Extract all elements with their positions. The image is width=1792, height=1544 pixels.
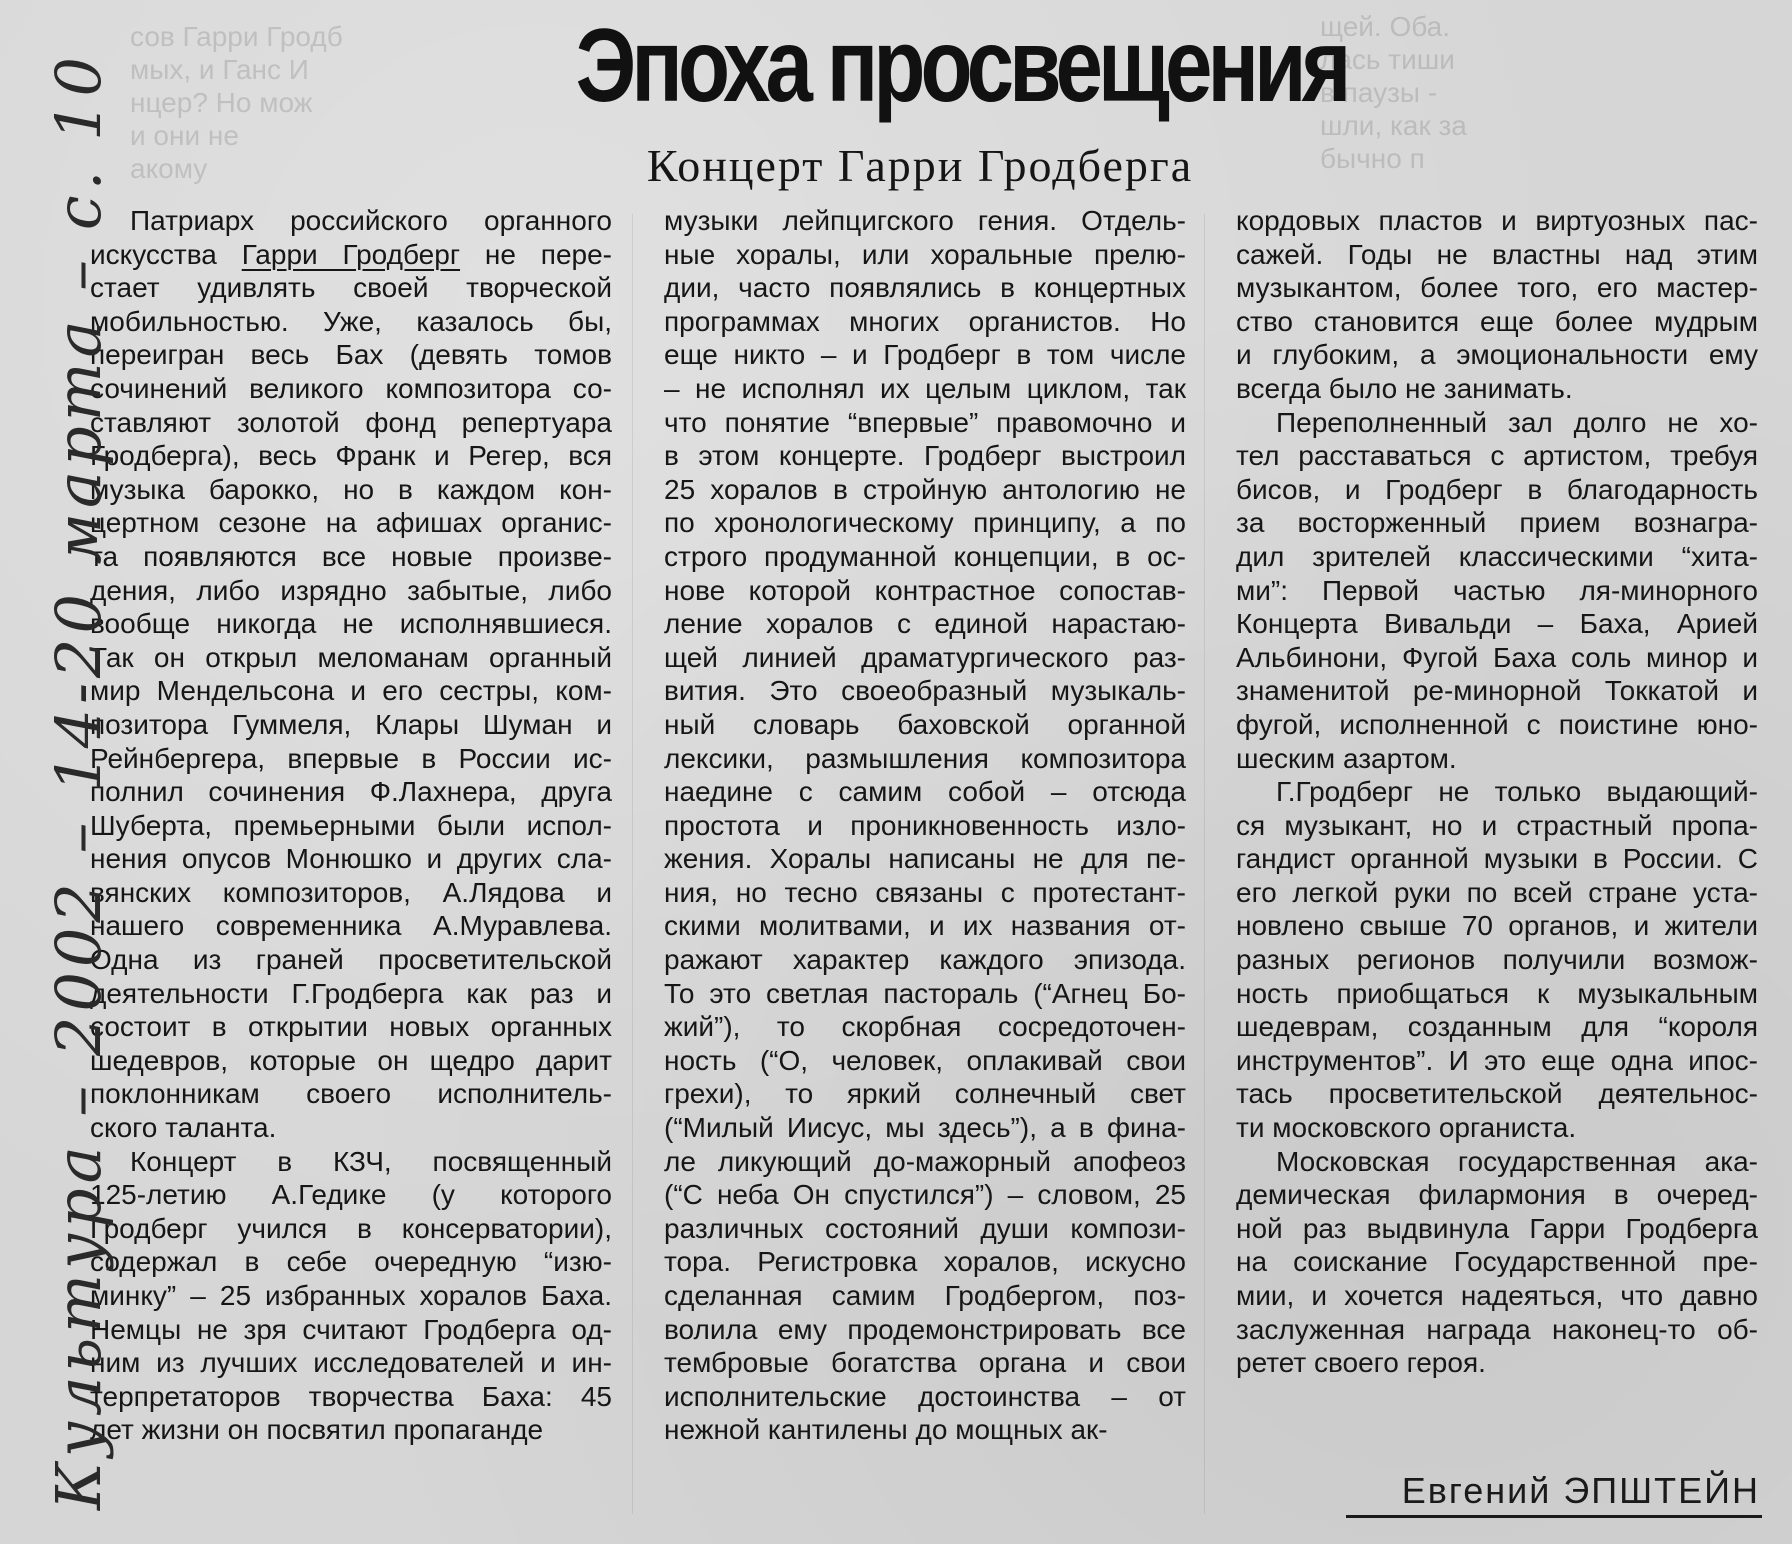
text-line xyxy=(1236,406,1758,440)
handwritten-source-note: Культура – 2002 – 14-20 марта – с. 10 xyxy=(42,52,115,1510)
text-line xyxy=(664,775,1186,809)
text-line xyxy=(664,909,1186,943)
text-segment: его легкой руки по всей стране уста- xyxy=(1236,876,1758,908)
text-segment: демическая филармония в очеред- xyxy=(1236,1179,1758,1211)
article-paragraph xyxy=(90,204,612,1447)
text-line xyxy=(1236,977,1758,1011)
text-line xyxy=(664,506,1186,540)
text-segment: лет жизни он посвятил пропаганде xyxy=(90,1414,544,1446)
text-line xyxy=(664,238,1186,272)
text-segment: в этом концерте. Гродберг выстроил xyxy=(664,440,1186,472)
text-line xyxy=(1236,775,1758,809)
text-segment: жения. Хоралы написаны не для пе- xyxy=(664,843,1186,875)
text-segment: ставляют золотой фонд репертуара xyxy=(90,406,612,438)
text-line xyxy=(90,1010,612,1044)
article-paragraph xyxy=(1236,204,1758,1380)
text-line xyxy=(1236,708,1758,742)
text-segment: шеским азартом. xyxy=(1236,742,1457,774)
text-line xyxy=(664,540,1186,574)
text-line xyxy=(90,540,612,574)
text-line xyxy=(664,1010,1186,1044)
text-segment: тембровые богатства органа и свои xyxy=(664,1347,1186,1379)
text-segment: мобильностью. Уже, казалось бы, xyxy=(90,305,612,337)
text-segment: музыки лейпцигского гения. Отдель- xyxy=(664,205,1186,236)
text-segment: тась просветительской деятельнос- xyxy=(1236,1078,1758,1110)
text-segment: стает удивлять своей творческой xyxy=(90,272,612,304)
text-segment: гандист органной музыки в России. С xyxy=(1236,843,1758,875)
text-line xyxy=(664,1178,1186,1212)
text-segment: на соискание Государственной пре- xyxy=(1236,1246,1758,1278)
text-segment: ство становится еще более мудрым xyxy=(1236,305,1758,337)
text-segment: сделанная самим Гродбергом, поз- xyxy=(664,1280,1186,1311)
text-segment: Шуберта, премьерными были испол- xyxy=(90,809,612,841)
text-segment: новлено свыше 70 органов, и жители xyxy=(1236,910,1758,942)
text-segment: терпретаторов творчества Баха: 45 xyxy=(90,1380,612,1412)
text-line xyxy=(1236,1212,1758,1246)
text-segment: То это светлая пастораль (“Агнец Бо- xyxy=(664,977,1186,1009)
text-segment: поклонникам своего исполнитель- xyxy=(90,1078,612,1110)
text-segment: щей линией драматургического раз- xyxy=(664,641,1186,673)
text-segment: цертном сезоне на афишах органис- xyxy=(90,507,612,539)
text-segment: ность приобщаться к музыкальным xyxy=(1236,977,1758,1009)
text-line xyxy=(1236,876,1758,910)
text-segment: грехи), то яркий солнечный свет xyxy=(664,1078,1186,1110)
text-line xyxy=(90,439,612,473)
text-line xyxy=(1236,271,1758,305)
article-column-1 xyxy=(90,204,612,1447)
text-line xyxy=(1236,809,1758,843)
text-segment: вития. Это своеобразный музыкаль- xyxy=(664,675,1186,707)
text-segment: по хронологическому принципу, а по xyxy=(664,507,1186,539)
text-line xyxy=(90,641,612,675)
article-headline: Эпоха просвещения xyxy=(575,8,1347,124)
text-segment: Концерта Вивальди – Баха, Арией xyxy=(1236,608,1758,640)
text-segment: тора. Регистровка хоралов, искусно xyxy=(664,1246,1186,1278)
text-line xyxy=(90,1178,612,1212)
text-segment: ные хоралы, или хоральные прелю- xyxy=(664,238,1186,270)
text-line xyxy=(90,1346,612,1380)
text-line xyxy=(664,876,1186,910)
text-segment: – не исполнял их целым циклом, так xyxy=(664,372,1186,404)
text-segment: (“С неба Он спустился”) – словом, 25 xyxy=(664,1179,1186,1211)
text-segment: программах многих органистов. Но xyxy=(664,305,1186,337)
text-line xyxy=(90,1044,612,1078)
text-line xyxy=(1236,674,1758,708)
article-paragraph xyxy=(664,204,1186,1447)
text-line xyxy=(664,204,1186,238)
text-segment: шедеврам, созданным для “короля xyxy=(1236,1011,1758,1043)
text-line xyxy=(1236,238,1758,272)
text-line xyxy=(664,338,1186,372)
text-line xyxy=(90,977,612,1011)
text-segment: полнил сочинения Ф.Лахнера, друга xyxy=(90,776,612,808)
text-segment: Немцы не зря считают Гродберга од- xyxy=(90,1313,612,1345)
text-line xyxy=(90,1077,612,1111)
text-line xyxy=(664,439,1186,473)
text-line xyxy=(1236,1010,1758,1044)
text-line xyxy=(664,742,1186,776)
text-line xyxy=(90,809,612,843)
text-line xyxy=(90,305,612,339)
text-segment: содержал в себе очередную “изю- xyxy=(90,1246,612,1278)
text-segment: ского таланта. xyxy=(90,1112,277,1144)
text-line xyxy=(664,473,1186,507)
article-subheadline: Концерт Гарри Гродберга xyxy=(646,140,1194,191)
text-segment: сочинений великого композитора со- xyxy=(90,372,612,404)
text-line xyxy=(90,1111,612,1145)
text-line xyxy=(90,1245,612,1279)
text-line xyxy=(90,1145,612,1179)
text-line xyxy=(664,708,1186,742)
article-column-2 xyxy=(664,204,1186,1447)
text-line xyxy=(90,338,612,372)
text-line xyxy=(90,708,612,742)
text-line xyxy=(90,943,612,977)
text-line xyxy=(664,1279,1186,1313)
text-segment: мир Мендельсона и его сестры, ком- xyxy=(90,675,612,707)
text-line xyxy=(1236,1279,1758,1313)
text-line xyxy=(664,1044,1186,1078)
text-line xyxy=(1236,1044,1758,1078)
text-line xyxy=(90,372,612,406)
text-line xyxy=(1236,641,1758,675)
text-segment: простота и проникновенность изло- xyxy=(664,809,1186,841)
text-line xyxy=(664,1380,1186,1414)
text-line xyxy=(90,909,612,943)
text-line xyxy=(1236,1245,1758,1279)
text-line xyxy=(90,204,612,238)
text-line xyxy=(664,1245,1186,1279)
text-segment: Концерт в КЗЧ, посвященный xyxy=(130,1145,612,1177)
text-segment: ление хоралов с единой нарастаю- xyxy=(664,608,1186,640)
text-line xyxy=(1236,574,1758,608)
text-line xyxy=(90,742,612,776)
text-segment: музыка барокко, но в каждом кон- xyxy=(90,473,612,505)
text-line xyxy=(90,607,612,641)
text-segment: что понятие “впервые” правомочно и xyxy=(664,406,1186,438)
text-line xyxy=(90,876,612,910)
text-segment: исполнительские достоинства – от xyxy=(664,1380,1186,1412)
text-segment: мии, и хочется надеяться, что давно xyxy=(1236,1280,1758,1311)
text-line xyxy=(90,406,612,440)
text-line xyxy=(90,775,612,809)
text-line xyxy=(1236,909,1758,943)
text-segment: (“Милый Иисус, мы здесь”), а в фина- xyxy=(664,1112,1186,1144)
text-segment: Патриарх российского органного xyxy=(130,205,612,236)
text-line xyxy=(1236,305,1758,339)
text-segment: заслуженная награда наконец-то об- xyxy=(1236,1313,1758,1345)
text-line xyxy=(664,1111,1186,1145)
text-segment: различных состояний души компози- xyxy=(664,1212,1186,1244)
text-line xyxy=(90,674,612,708)
text-line xyxy=(90,506,612,540)
text-line xyxy=(1236,439,1758,473)
text-segment: та появляются все новые произве- xyxy=(90,540,612,572)
text-line xyxy=(90,842,612,876)
text-segment: ти московского органиста. xyxy=(1236,1112,1577,1144)
text-segment: Альбинони, Фугой Баха соль минор и xyxy=(1236,641,1758,673)
text-segment: инструментов”. И это еще одна ипос- xyxy=(1236,1044,1758,1076)
text-segment: 125-летию А.Гедике (у которого xyxy=(90,1179,612,1211)
text-line xyxy=(1236,842,1758,876)
text-line xyxy=(664,674,1186,708)
text-line xyxy=(664,1413,1186,1447)
text-line xyxy=(1236,372,1758,406)
text-segment: ный словарь баховской органной xyxy=(664,708,1186,740)
text-segment: Гродберга), весь Франк и Регер, вся xyxy=(90,440,612,472)
text-segment: дии, часто появлялись в концертных xyxy=(664,272,1186,304)
text-segment: позитора Гуммеля, Клары Шуман и xyxy=(90,708,612,740)
text-segment: жий”), то скорбная сосредоточен- xyxy=(664,1011,1186,1043)
author-byline: Евгений ЭПШТЕЙН xyxy=(1401,1470,1760,1511)
text-segment: нения опусов Монюшко и других сла- xyxy=(90,843,612,875)
text-segment: не пере- xyxy=(460,238,612,270)
text-line xyxy=(664,305,1186,339)
text-line xyxy=(664,574,1186,608)
text-segment: 25 хоралов в стройную антологию не xyxy=(664,473,1186,505)
text-segment: переигран весь Бах (девять томов xyxy=(90,339,612,371)
text-segment: шедевров, которые он щедро дарит xyxy=(90,1044,612,1076)
text-line xyxy=(90,271,612,305)
text-segment: искусства xyxy=(90,238,242,270)
text-segment: ность (“О, человек, оплакивай свои xyxy=(664,1044,1186,1076)
text-segment: ним из лучших исследователей и ин- xyxy=(90,1347,612,1379)
text-segment: ле ликующий до-мажорный апофеоз xyxy=(664,1145,1186,1177)
text-line xyxy=(1236,204,1758,238)
text-line xyxy=(90,238,612,272)
text-segment: Переполненный зал долго не хо- xyxy=(1276,406,1758,438)
text-segment: музыкантом, более того, его мастер- xyxy=(1236,272,1758,304)
text-segment: и глубоким, а эмоциональности ему xyxy=(1236,339,1758,371)
text-segment: еще никто – и Гродберг в том числе xyxy=(664,339,1186,371)
text-segment: ражают характер каждого эпизода. xyxy=(664,944,1186,976)
text-segment: наедине с самим собой – отсюда xyxy=(664,776,1186,808)
text-line xyxy=(664,1145,1186,1179)
text-segment: нашего современника А.Муравлева. xyxy=(90,910,612,942)
text-segment: Так он открыл меломанам органный xyxy=(90,641,612,673)
text-segment: Московская государственная ака- xyxy=(1276,1145,1758,1177)
text-line xyxy=(664,641,1186,675)
text-segment: дил зрителей классическими “хита- xyxy=(1236,540,1758,572)
text-segment: нове которой контрастное сопостав- xyxy=(664,574,1186,606)
text-segment: разных регионов получили возмож- xyxy=(1236,944,1758,976)
text-line xyxy=(1236,607,1758,641)
text-segment: деятельности Г.Гродберга как раз и xyxy=(90,977,612,1009)
text-segment: всегда было не занимать. xyxy=(1236,372,1573,404)
text-segment: знаменитой ре-минорной Токкатой и xyxy=(1236,675,1758,707)
text-segment: фугой, исполненной с поистине юно- xyxy=(1236,708,1758,740)
text-line xyxy=(1236,1111,1758,1145)
text-segment: Г.Гродберг не только выдающий- xyxy=(1276,776,1758,808)
text-segment: состоит в открытии новых органных xyxy=(90,1011,612,1043)
text-segment: вообще никогда не исполнявшиеся. xyxy=(90,608,612,640)
text-line xyxy=(90,1279,612,1313)
column-divider xyxy=(1204,214,1205,1514)
bleed-through-text-right: щей. Оба. лась тиши в паузы - шли, как за бычно п xyxy=(1320,11,1467,174)
text-line xyxy=(1236,1313,1758,1347)
text-segment: строго продуманной концепции, в ос- xyxy=(664,540,1186,572)
text-segment: сажей. Годы не властны над этим xyxy=(1236,238,1758,270)
text-segment: кордовых пластов и виртуозных пас- xyxy=(1236,205,1758,236)
text-segment: ся музыкант, но и страстный пропа- xyxy=(1236,809,1758,841)
column-divider xyxy=(632,214,633,1514)
article-column-3 xyxy=(1236,204,1758,1380)
text-segment: лексики, размышления композитора xyxy=(664,742,1186,774)
text-line xyxy=(1236,1346,1758,1380)
byline-underline xyxy=(1346,1515,1762,1518)
text-segment: дения, либо изрядно забытые, либо xyxy=(90,574,612,606)
text-line xyxy=(1236,506,1758,540)
text-segment: за восторженный прием вознагра- xyxy=(1236,507,1758,539)
text-segment: нежной кантилены до мощных ак- xyxy=(664,1414,1108,1446)
text-line xyxy=(664,1346,1186,1380)
text-segment: ми”: Первой частью ля-минорного xyxy=(1236,574,1758,606)
text-segment: тел расставаться с артистом, требуя xyxy=(1236,440,1758,472)
text-line xyxy=(1236,943,1758,977)
text-line xyxy=(664,977,1186,1011)
text-line xyxy=(1236,1077,1758,1111)
text-line xyxy=(90,1313,612,1347)
text-segment: ной раз выдвинула Гарри Гродберга xyxy=(1236,1212,1758,1244)
text-line xyxy=(664,1313,1186,1347)
text-segment: минку” – 25 избранных хоралов Баха. xyxy=(90,1280,612,1311)
text-line xyxy=(664,809,1186,843)
text-segment: вянских композиторов, А.Лядова и xyxy=(90,876,612,908)
text-line xyxy=(664,271,1186,305)
text-segment: Гродберг учился в консерватории), xyxy=(90,1212,612,1244)
text-line xyxy=(90,1380,612,1414)
underlined-name: Гарри Гродберг xyxy=(241,238,461,270)
text-segment: Одна из граней просветительской xyxy=(90,944,612,976)
text-line xyxy=(664,607,1186,641)
text-line xyxy=(1236,1145,1758,1179)
text-line xyxy=(664,842,1186,876)
text-line xyxy=(1236,1178,1758,1212)
text-segment: волила ему продемонстрировать все xyxy=(664,1313,1186,1345)
text-line xyxy=(664,406,1186,440)
text-line xyxy=(90,473,612,507)
text-segment: ния, но тесно связаны с протестант- xyxy=(664,876,1186,908)
text-line xyxy=(1236,742,1758,776)
text-line xyxy=(664,943,1186,977)
text-line xyxy=(664,1077,1186,1111)
bleed-through-text-left: сов Гарри Гродб мых, и Ганс И нцер? Но мож и они не акому xyxy=(130,21,343,184)
text-line xyxy=(1236,540,1758,574)
text-line xyxy=(664,372,1186,406)
text-line xyxy=(90,574,612,608)
text-line xyxy=(1236,473,1758,507)
text-line xyxy=(90,1413,612,1447)
text-line xyxy=(90,1212,612,1246)
text-line xyxy=(664,1212,1186,1246)
text-segment: скими молитвами, и их названия от- xyxy=(664,910,1186,942)
text-segment: ретет своего героя. xyxy=(1236,1347,1486,1379)
text-segment: Рейнбергера, впервые в России ис- xyxy=(90,742,612,774)
text-line xyxy=(1236,338,1758,372)
text-segment: бисов, и Гродберг в благодарность xyxy=(1236,473,1758,505)
